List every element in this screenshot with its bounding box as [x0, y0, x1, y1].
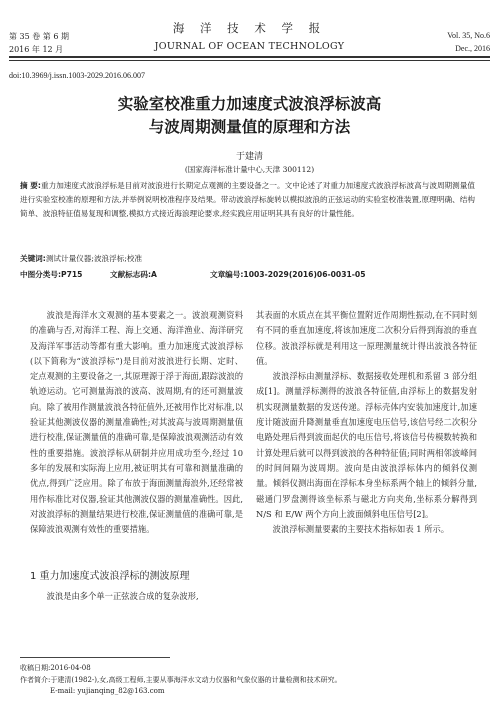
affiliation: (国家海洋标准计量中心,天津 300112) [184, 165, 315, 174]
intro-paragraph: 波浪是海洋水文观测的基本要素之一。波浪观测资料的准确与否,对海洋工程、海上交通、海洋渔业、海洋研究及海洋军事活动等都有重大影响。重力加速度式波浪浮标(以下简称为“波浪浮标”)是目前对波浪进行长期、定时、定点观测的主要设备之一,其原理源于浮于海面,跟踪波浪的轨迹运动。它可测量海浪的波高、波周期,有的还可测量波向。除了被用作测量波浪各特征值外,还被用作比对标准,以验证其他测波仪器的测量准确性;对其波高与波周期测量值进行校准,保证测量值的准确可靠,是保障波浪观测活动有效性的重要措施。波浪浮标从研制并应用成功至今,经过 10 多年的发展和实际海上应用,被证明其有可靠和测量准确的优点,得到广泛应用。除了布放于海面测量海浪外,还经常被用作标准比对仪器,验证其他测波仪器的测量准确性。因此,对波浪浮标的测量结果进行校准,保证测量值的准确可靠,是保障波浪观测有效性的重要措施。 [30, 310, 243, 535]
issue-en: Vol. 35, No.6 [447, 31, 490, 40]
abstract [20, 179, 475, 222]
right-paragraph-3: 波浪浮标测量要素的主要技术指标如表 1 所示。 [272, 524, 450, 535]
title-line-1: 实验室校准重力加速度式波浪浮标波高 [117, 95, 382, 113]
header-rule-thin [9, 60, 490, 61]
clc-number: 中图分类号:P715 [20, 270, 83, 279]
title-line-2: 与波周期测量值的原理和方法 [148, 118, 351, 136]
header-rule-thick [9, 56, 490, 58]
article-title [0, 93, 499, 139]
body-column-right [256, 308, 477, 537]
keywords-text: 测试计量仪器;波浪浮标;校准 [45, 254, 143, 263]
document-code: 文献标志码:A [110, 270, 157, 279]
section-text: 波浪是由多个单一正弦波合成的复杂波形, [46, 591, 199, 601]
journal-header [0, 0, 499, 60]
date-en: Dec., 2016 [455, 44, 490, 53]
right-paragraph-1: 其表面的水质点在其平衡位置附近作周期性振动,在不同时刻有不同的垂直加速度,将该加速度二次积分后得到海浪的垂直位移。波浪浮标就是利用这一原理测量统计得出波浪各特征值。 [256, 310, 477, 366]
footnote-rule [20, 657, 170, 658]
author-email: E-mail: yujianqing_82@163.com [50, 687, 165, 695]
abstract-label: 摘 要: [20, 181, 41, 190]
keywords-label: 关键词: [20, 254, 46, 263]
issue-cn: 第 35 卷 第 6 期 [9, 32, 69, 41]
received-date: 收稿日期:2016-04-08 [20, 664, 91, 672]
journal-name-cn: 海 洋 技 术 学 报 [172, 21, 327, 35]
right-paragraph-2: 波浪浮标由测量浮标、数据接收处理机和系留 3 部分组成[1]。测量浮标测得的波浪各特征值,由浮标上的数据发射机实现测量数据的发送传递。浮标壳体内安装加速度计,加速度计随波面升降测量垂直加速度电压信号,该信号经二次积分电路处理后得到波面起伏的电压信号,将该信号传模数转换和计算处理后就可以得到波浪的各种特征值;同时两相邻波峰间的时间间隔为波周期。波向是由波浪浮标体内的倾斜仪测量。倾斜仪测出海面在浮标本身坐标系两个轴上的倾斜分量,磁通门罗盘测得该坐标系与磁北方向夹角,坐标系分解得到 N/S 和 E/W 两个方向上波面倾斜电压信号[2]。 [256, 371, 477, 519]
date-cn: 2016 年 12 月 [9, 45, 64, 54]
body-column-left [30, 308, 243, 537]
keywords [20, 253, 142, 264]
doi: doi:10.3969/j.issn.1003-2029.2016.06.007 [9, 71, 146, 80]
author: 于建清 [235, 152, 263, 162]
author-bio: 作者简介:于建清(1982-),女,高级工程师,主要从事海洋水文动力仪器和气象仪器的计量检测和技术研究。 [20, 676, 342, 684]
abstract-text: 重力加速度式波浪浮标是目前对波浪进行长期定点观测的主要设备之一。文中论述了对重力加速度式波浪浮标波高与波周期测量值进行实验室校准的原理和方法,并举例说明校准程序及结果。带动波浪浮标旋转以模拟波浪的正弦运动的实验室校准装置,原理明确、结构简单、波浪特征值易复现和调整,模拟方式接近海浪理论要求,经实践应用证明其具有良好的计量性能。 [20, 181, 475, 219]
journal-name-en: JOURNAL OF OCEAN TECHNOLOGY [154, 41, 345, 52]
section-heading: 1 重力加速度式波浪浮标的测波原理 [30, 571, 190, 582]
article-number: 文章编号:1003-2029(2016)06-0031-05 [210, 270, 366, 279]
